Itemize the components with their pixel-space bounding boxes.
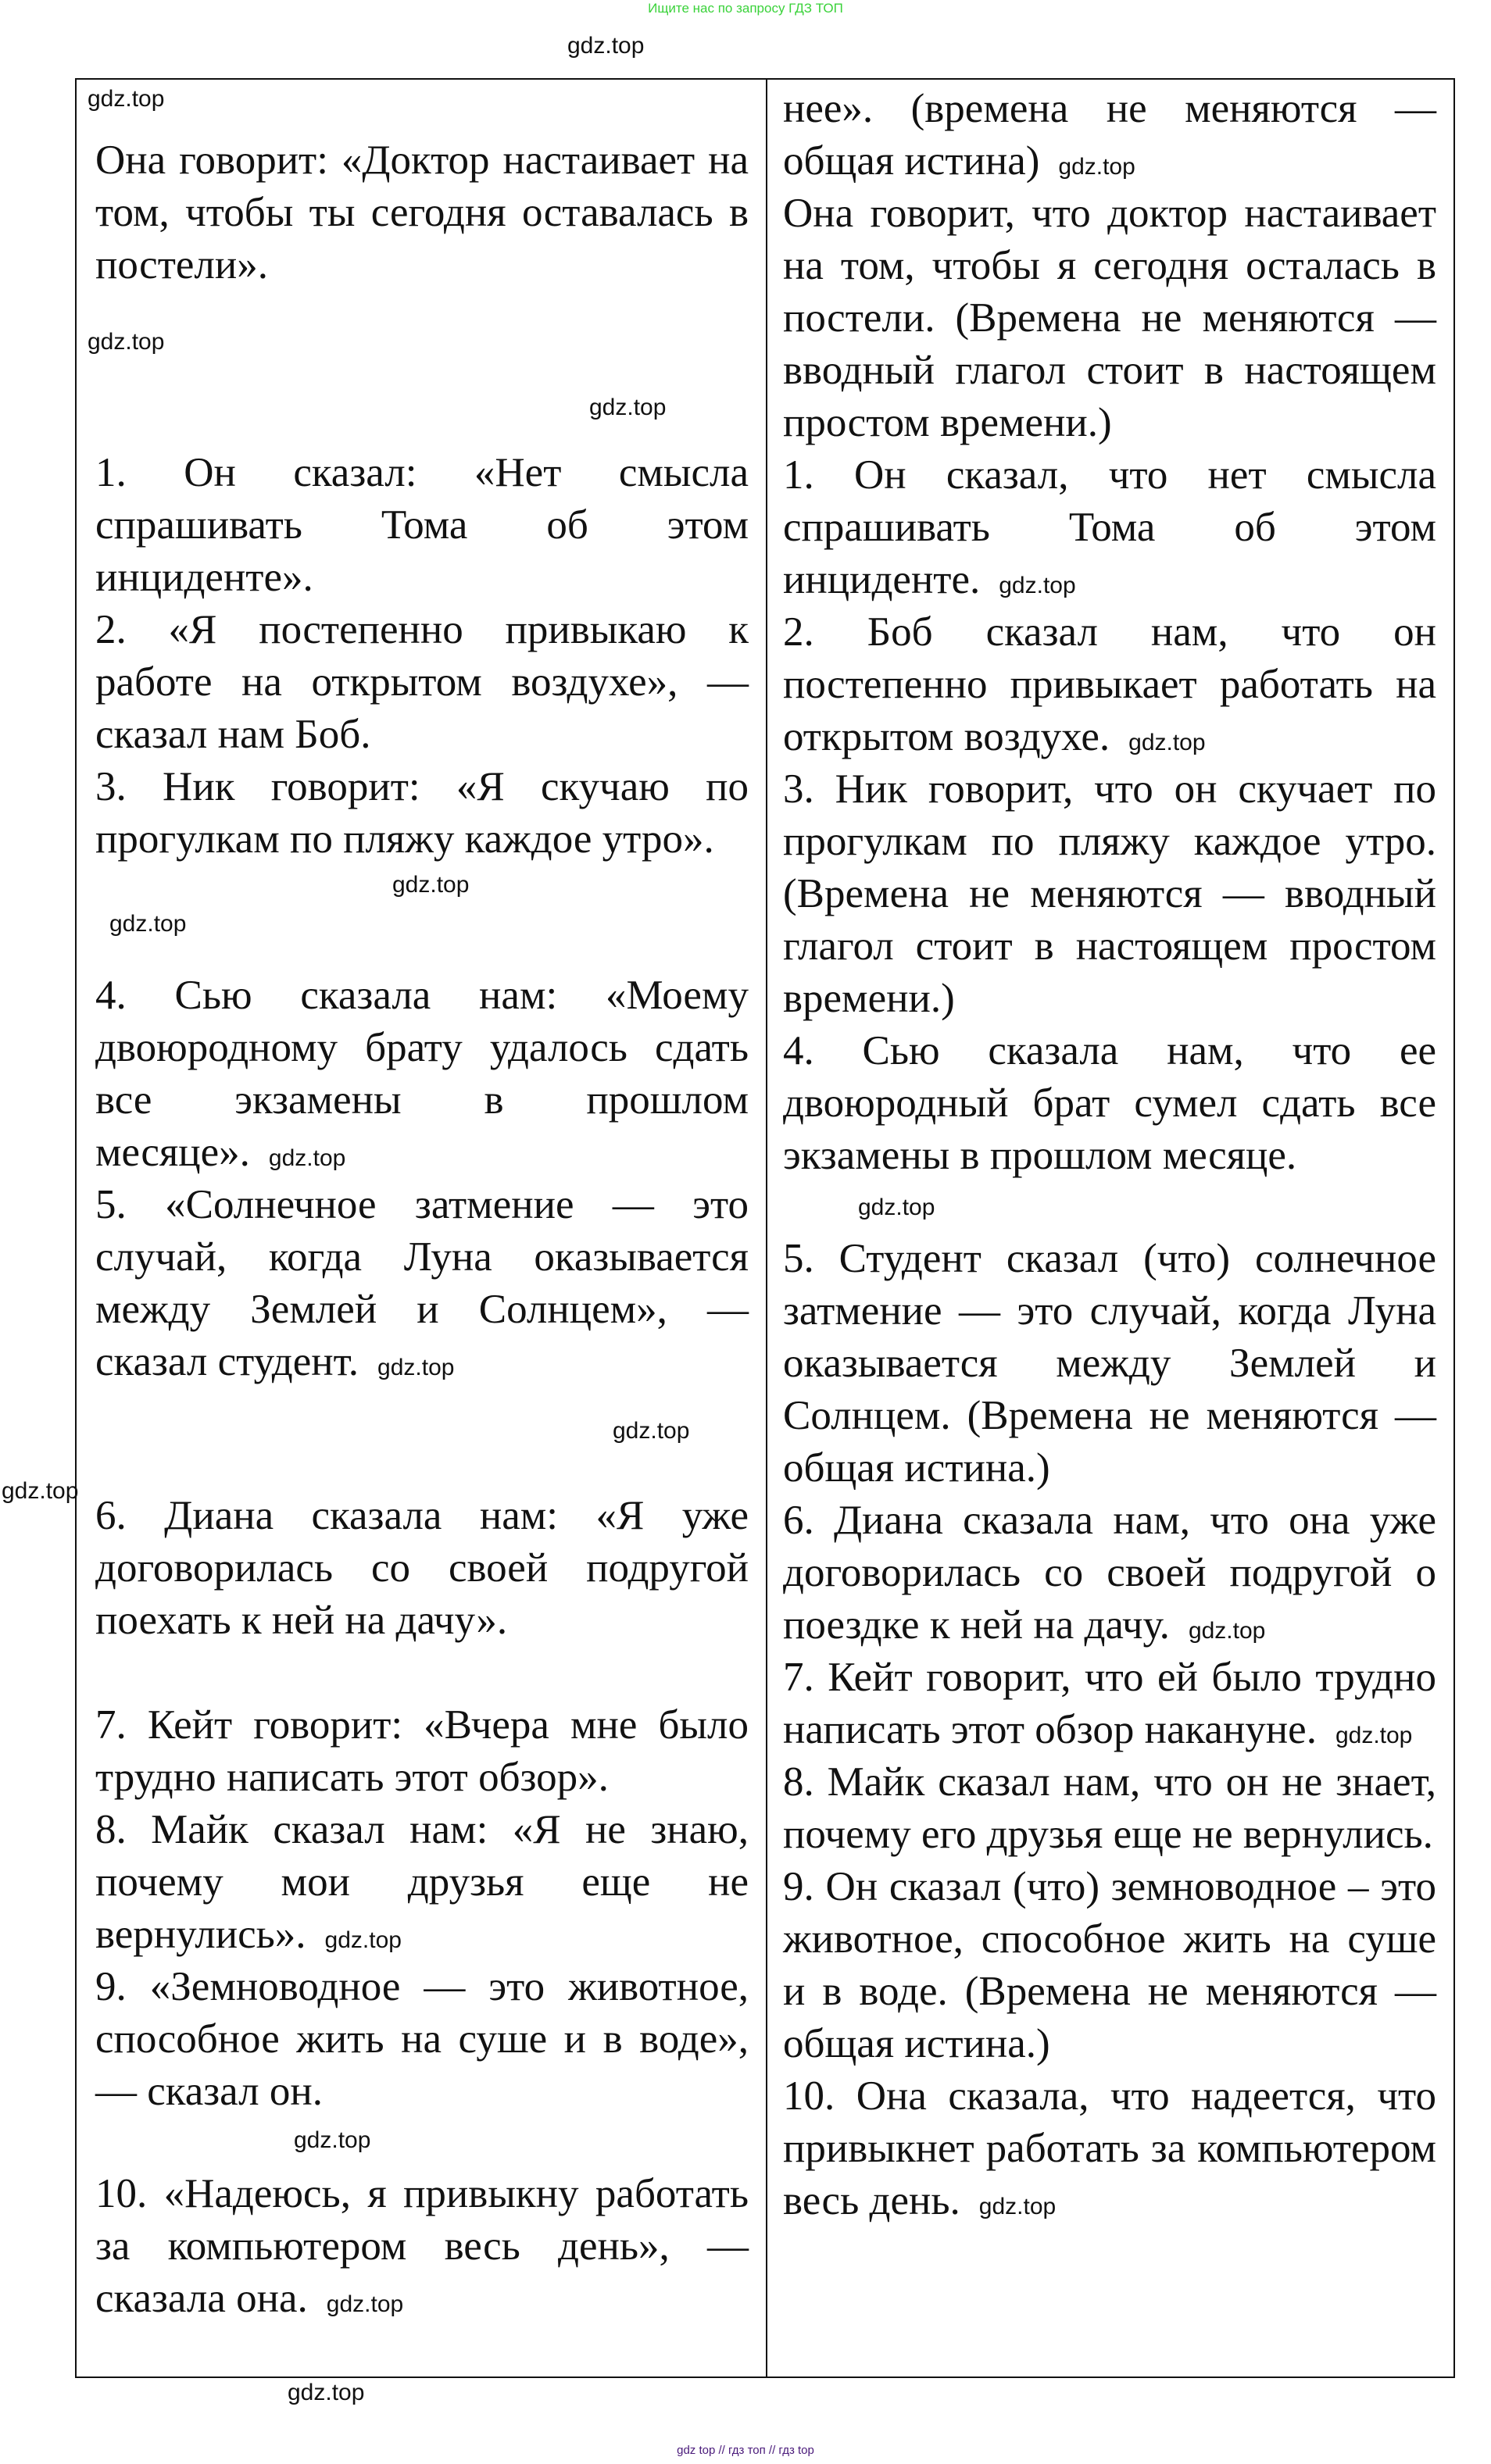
right-item-6 (783, 1494, 1436, 1652)
left-item-8-text: 8. Майк сказал нам: «Я не знаю, почему мои друзья еще не вернулись». (95, 1807, 749, 1957)
right-item-5: 5. Студент сказал (что) солнечное затмение — это случай, когда Луна оказывается между Землей и Солнцем. (Времена не меняются — общая истина.) (783, 1236, 1436, 1491)
right-item-2 (783, 606, 1436, 763)
watermark: gdz.top (613, 1418, 690, 1444)
right-item-2-text: 2. Боб сказал нам, что он постепенно привыкает работать на открытом воздухе. (783, 609, 1436, 759)
watermark: gdz.top (88, 86, 165, 112)
right-item-10 (783, 2070, 1436, 2227)
left-item-3: 3. Ник говорит: «Я скучаю по прогулкам по пляжу каждое утро». (95, 764, 749, 862)
left-intro (95, 134, 749, 291)
left-item-1: 1. Он сказал: «Нет смысла спрашивать Тома об этом инциденте». (95, 450, 749, 600)
right-item-7-text: 7. Кейт говорит, что ей было трудно написать этот обзор накануне. (783, 1655, 1436, 1752)
gap (95, 1388, 749, 1490)
gap (95, 2118, 749, 2168)
right-intro: Она говорит, что доктор настаивает на том, чтобы я сегодня осталась в постели. (Времена не меняются — вводный глагол стоит в настоящем простом времени.) (783, 191, 1436, 445)
right-item-1-text: 1. Он сказал, что нет смысла спрашивать Тома об этом инциденте. (783, 452, 1436, 602)
watermark: gdz.top (294, 2127, 371, 2153)
left-item-4 (95, 970, 749, 1179)
right-item-7 (783, 1652, 1436, 1756)
left-column (88, 134, 749, 2325)
gap (783, 1182, 1436, 1233)
gap (95, 1647, 749, 1699)
watermark: gdz.top (999, 573, 1076, 598)
watermark: gdz.top (326, 2291, 404, 2317)
watermark: gdz.top (288, 2380, 365, 2405)
watermark: gdz.top (268, 1145, 346, 1171)
left-item-8 (95, 1804, 749, 1961)
watermark: gdz.top (109, 911, 187, 937)
search-banner[interactable]: Ищите нас по запросу ГДЗ ТОП (648, 1, 843, 16)
right-item-3: 3. Ник говорит, что он скучает по прогулкам по пляжу каждое утро. (Времена не меняются — вводный глагол стоит в настоящем простом времени.) (783, 766, 1436, 1021)
watermark: gdz.top (1335, 1723, 1413, 1748)
gap (88, 291, 749, 447)
watermark: gdz.top (377, 1355, 455, 1380)
watermark: gdz.top (392, 872, 470, 898)
watermark: gdz.top (858, 1195, 935, 1220)
left-intro-text: Она говорит: «Доктор настаивает на том, чтобы ты сегодня оставалась в постели». (95, 137, 749, 287)
right-continuation (783, 83, 1436, 187)
watermark: gdz.top (1058, 154, 1135, 180)
left-item-7: 7. Кейт говорит: «Вчера мне было трудно написать этот обзор». (95, 1702, 749, 1800)
watermark: gdz.top (1188, 1618, 1266, 1644)
left-item-6: 6. Диана сказала нам: «Я уже договорилась со своей подругой поехать к ней на дачу». (95, 1493, 749, 1643)
footer-links[interactable]: gdz top // гдз топ // гдз top (677, 2444, 814, 2457)
right-item-8: 8. Майк сказал нам, что он не знает, почему его друзья еще не вернулись. (783, 1759, 1436, 1857)
right-continuation-text: нее». (времена не меняются — общая истина) (783, 86, 1436, 184)
watermark: gdz.top (324, 1927, 402, 1953)
gap (95, 866, 749, 970)
watermark: gdz.top (2, 1478, 79, 1504)
column-divider (766, 78, 767, 2377)
left-item-5 (95, 1179, 749, 1388)
left-item-9: 9. «Земноводное — это животное, способное жить на суше и в воде», — сказал он. (95, 1964, 749, 2114)
left-item-2: 2. «Я постепенно привыкаю к работе на открытом воздухе», — сказал нам Боб. (95, 607, 749, 757)
right-item-1 (783, 449, 1436, 606)
right-item-9: 9. Он сказал (что) земноводное – это животное, способное жить на суше и в воде. (Времена не меняются — общая истина.) (783, 1864, 1436, 2066)
left-item-5-text: 5. «Солнечное затмение — это случай, когда Луна оказывается между Землей и Солнцем», — сказал студент. (95, 1182, 749, 1384)
left-item-10-text: 10. «Надеюсь, я привыкну работать за компьютером весь день», — сказала она. (95, 2171, 749, 2321)
right-item-4: 4. Сью сказала нам, что ее двоюродный брат сумел сдать все экзамены в прошлом месяце. (783, 1028, 1436, 1178)
watermark: gdz.top (978, 2194, 1057, 2219)
watermark: gdz.top (589, 395, 667, 420)
watermark: gdz.top (1128, 730, 1206, 755)
left-item-4-text: 4. Сью сказала нам: «Моему двоюродному брату удалось сдать все экзамены в прошлом месяце». (95, 973, 749, 1175)
right-column (783, 83, 1436, 2227)
right-item-10-text: 10. Она сказала, что надеется, что привыкнет работать за компьютером весь день. (783, 2073, 1436, 2223)
watermark: gdz.top (88, 329, 165, 355)
right-item-6-text: 6. Диана сказала нам, что она уже договорилась со своей подругой о поездке к ней на дачу. (783, 1498, 1436, 1648)
left-item-10 (95, 2168, 749, 2325)
watermark: gdz.top (567, 33, 645, 59)
